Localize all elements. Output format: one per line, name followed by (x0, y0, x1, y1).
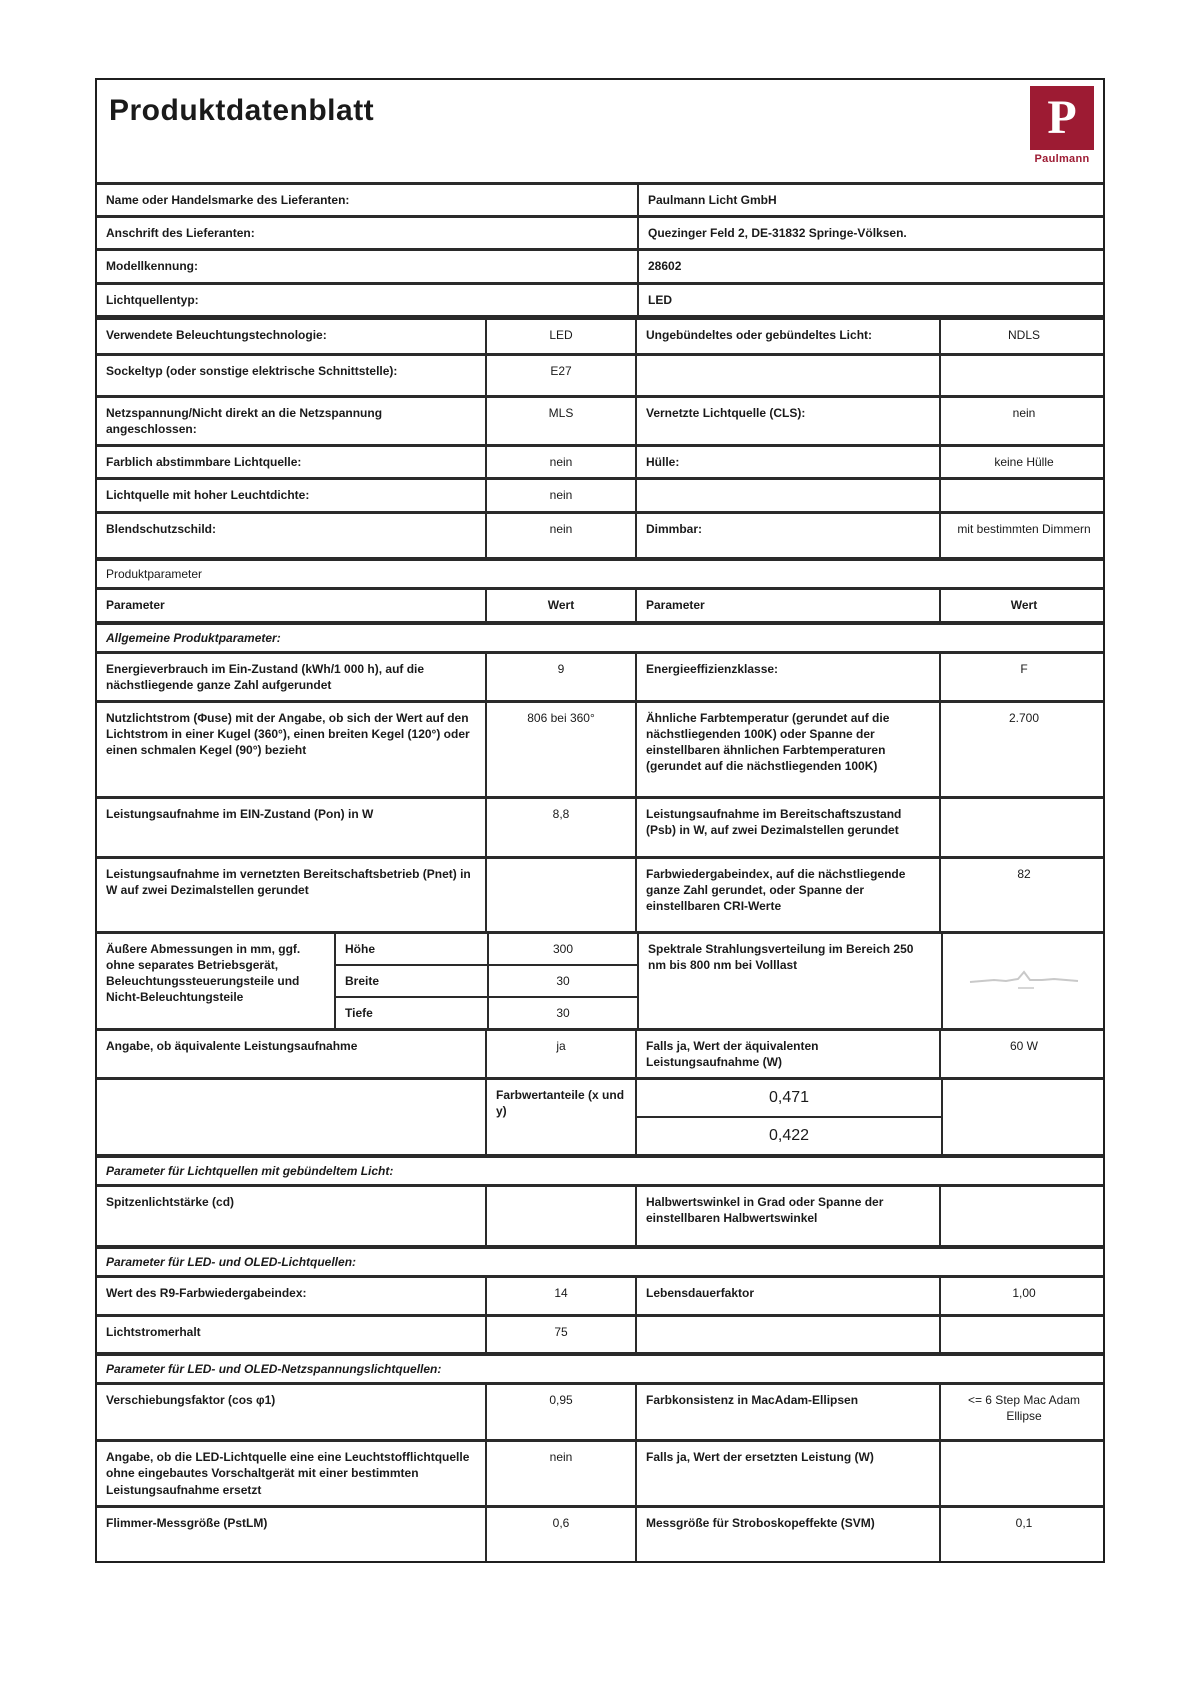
param-value: 9 (485, 654, 635, 700)
param-label: Spektrale Strahlungsverteilung im Bereich 250 nm bis 800 nm bei Volllast (637, 934, 941, 1028)
table-row (97, 1276, 1103, 1314)
param-label: Leistungsaufnahme im Bereitschaftszustand (Psb) in W, auf zwei Dezimalstellen gerundet (635, 799, 939, 856)
table-row (97, 353, 1103, 395)
datasheet-header (97, 80, 1103, 182)
section-header-produktparameter: Produktparameter (97, 557, 1103, 588)
param-label: Verschiebungsfaktor (cos φ1) (106, 1393, 276, 1408)
table-row (97, 215, 1103, 248)
column-header: Parameter (106, 597, 165, 612)
table-header-row (97, 588, 1103, 621)
param-value: 1,00 (939, 1278, 1107, 1314)
param-value: 75 (485, 1317, 635, 1352)
dimension-name: Höhe (345, 941, 375, 956)
param-label: Falls ja, Wert der ersetzten Leistung (W) (635, 1442, 939, 1505)
param-label: Lichtstromerhalt (106, 1325, 201, 1340)
param-value (939, 1187, 1107, 1245)
param-value: 0,6 (485, 1508, 635, 1561)
dimension-name: Tiefe (345, 1005, 373, 1020)
table-row (97, 315, 1103, 353)
param-value: ja (485, 1031, 635, 1077)
param-value: <= 6 Step Mac Adam Ellipse (939, 1385, 1107, 1439)
table-row (97, 511, 1103, 557)
table-row (97, 1383, 1103, 1439)
chromaticity-y-value: 0,422 (637, 1116, 941, 1154)
param-value: 806 bei 360° (485, 703, 635, 796)
table-row (97, 248, 1103, 281)
param-label: Lichtquellentyp: (106, 292, 199, 307)
chromaticity-values (635, 1080, 941, 1154)
param-value: nein (485, 514, 635, 557)
param-label: Blendschutzschild: (106, 521, 217, 536)
param-value: 14 (485, 1278, 635, 1314)
param-value: 2.700 (939, 703, 1107, 796)
param-label: Sockeltyp (oder sonstige elektrische Schnittstelle): (106, 363, 398, 378)
param-label: Lebensdauerfaktor (635, 1278, 939, 1314)
param-label: Lichtquelle mit hoher Leuchtdichte: (106, 488, 310, 503)
param-value (485, 1187, 635, 1245)
logo-letter: P (1047, 91, 1077, 144)
column-header: Parameter (635, 590, 939, 621)
param-label: Energieeffizienzklasse: (635, 654, 939, 700)
param-value: nein (939, 398, 1107, 444)
param-label: Angabe, ob die LED-Lichtquelle eine eine Leuchtstofflichtquelle ohne eingebautes Vorschaltgerät mit einer bestimmten Leistungsaufnahme ersetzt (106, 1450, 470, 1497)
param-label: Messgröße für Stroboskopeffekte (SVM) (635, 1508, 939, 1561)
param-label: Flimmer-Messgröße (PstLM) (106, 1515, 268, 1530)
param-label (635, 356, 939, 395)
spectral-distribution-image (968, 964, 1084, 994)
param-label: Ungebündeltes oder gebündeltes Licht: (635, 320, 939, 353)
param-value: 8,8 (485, 799, 635, 856)
param-label: Name oder Handelsmarke des Lieferanten: (106, 193, 350, 207)
param-value: 28602 (637, 251, 1107, 281)
param-value: Quezinger Feld 2, DE-31832 Springe-Völksen. (637, 218, 1107, 248)
empty-cell (941, 1080, 1109, 1154)
column-header: Wert (485, 590, 635, 621)
chromaticity-row (97, 1077, 1103, 1154)
param-value: mit bestimmten Dimmern (939, 514, 1107, 557)
table-row (97, 796, 1103, 856)
table-row (97, 1505, 1103, 1561)
param-value (939, 1317, 1107, 1352)
spectral-distribution-cell (941, 934, 1109, 1028)
dimension-value: 300 (487, 934, 637, 964)
param-label: Äußere Abmessungen in mm, ggf. ohne separates Betriebsgerät, Beleuchtungssteuerungsteile und Nicht-Beleuchtungsteile (106, 941, 301, 1005)
table-row (97, 182, 1103, 215)
param-label: Energieverbrauch im Ein-Zustand (kWh/1 000 h), auf die nächstliegende ganze Zahl aufgerundet (106, 661, 425, 692)
chromaticity-x-value: 0,471 (768, 1089, 810, 1107)
param-value: nein (485, 480, 635, 510)
table-row (97, 477, 1103, 510)
param-value (485, 859, 635, 931)
paulmann-logo-icon (1030, 86, 1094, 150)
param-label (635, 480, 939, 510)
dimension-subrow (336, 996, 637, 1028)
section-header-allgemeine: Allgemeine Produktparameter: (97, 621, 1103, 652)
param-label: Falls ja, Wert der äquivalenten Leistungsaufnahme (W) (635, 1031, 939, 1077)
table-row (97, 282, 1103, 315)
param-value: keine Hülle (939, 447, 1107, 477)
param-value: 0,95 (485, 1385, 635, 1439)
column-header: Wert (939, 590, 1107, 621)
param-label: Anschrift des Lieferanten: (106, 226, 255, 241)
table-row (97, 652, 1103, 700)
param-label: Netzspannung/Nicht direkt an die Netzspannung angeschlossen: (106, 405, 383, 436)
empty-cell (97, 1080, 485, 1154)
param-label: Farbwiedergabeindex, auf die nächstliegende ganze Zahl gerundet, oder Spanne der einstellbaren CRI-Werte (635, 859, 939, 931)
section-header-led-netz: Parameter für LED- und OLED-Netzspannungslichtquellen: (97, 1352, 1103, 1383)
param-value (939, 356, 1107, 395)
table-row (97, 1185, 1103, 1245)
param-label: Nutzlichtstrom (Φuse) mit der Angabe, ob sich der Wert auf den Lichtstrom in einer Kugel (360°), einen breiten Kegel (120°) oder einen schmalen Kegel (90°) bezieht (106, 710, 470, 758)
dimensions-subtable (334, 934, 637, 1028)
table-row (97, 700, 1103, 796)
param-label: Halbwertswinkel in Grad oder Spanne der einstellbaren Halbwertswinkel (635, 1187, 939, 1245)
dimension-value: 30 (487, 966, 637, 996)
param-value (939, 799, 1107, 856)
section-header-gebuendelt: Parameter für Lichtquellen mit gebündeltem Licht: (97, 1154, 1103, 1185)
param-label: Wert des R9-Farbwiedergabeindex: (106, 1286, 307, 1301)
param-value: 0,1 (939, 1508, 1107, 1561)
param-value: LED (485, 320, 635, 353)
param-value: 82 (939, 859, 1107, 931)
param-label: Farblich abstimmbare Lichtquelle: (106, 455, 302, 470)
param-label: Verwendete Beleuchtungstechnologie: (106, 327, 327, 342)
table-row (97, 856, 1103, 931)
param-value: E27 (485, 356, 635, 395)
param-label: Leistungsaufnahme im vernetzten Bereitschaftsbetrieb (Pnet) in W auf zwei Dezimalstellen gerundet (106, 866, 471, 898)
dimension-name: Breite (345, 973, 380, 988)
param-value: MLS (485, 398, 635, 444)
param-label: Farbwertanteile (x und y) (485, 1080, 635, 1154)
table-row (97, 1028, 1103, 1077)
param-label: Dimmbar: (635, 514, 939, 557)
param-label: Leistungsaufnahme im EIN-Zustand (Pon) in W (106, 806, 374, 821)
table-row (97, 1439, 1103, 1505)
param-value: Paulmann Licht GmbH (637, 185, 1107, 215)
param-value (939, 1442, 1107, 1505)
table-row (97, 395, 1103, 444)
page-title: Produktdatenblatt (109, 94, 375, 127)
section-header-led-oled: Parameter für LED- und OLED-Lichtquellen: (97, 1245, 1103, 1276)
dimension-value: 30 (487, 998, 637, 1028)
dimensions-row (97, 931, 1103, 1028)
paulmann-logo (1027, 86, 1097, 165)
param-label (635, 1317, 939, 1352)
param-value: LED (637, 285, 1107, 315)
param-value: nein (485, 447, 635, 477)
param-value (939, 480, 1107, 510)
logo-brand-text: Paulmann (1034, 153, 1090, 165)
dimension-subrow (336, 934, 637, 964)
param-label: Modellkennung: (106, 259, 198, 274)
param-label: Angabe, ob äquivalente Leistungsaufnahme (106, 1038, 358, 1053)
dimension-subrow (336, 964, 637, 996)
table-row (97, 1314, 1103, 1352)
param-label: Spitzenlichtstärke (cd) (106, 1195, 235, 1210)
param-label: Ähnliche Farbtemperatur (gerundet auf die nächstliegenden 100K) oder Spanne der einstellbaren ähnlichen Farbtemperaturen (gerundet auf die nächstliegenden 100K) (635, 703, 939, 796)
param-value: nein (485, 1442, 635, 1505)
table-row (97, 444, 1103, 477)
param-value: NDLS (939, 320, 1107, 353)
param-label: Vernetzte Lichtquelle (CLS): (635, 398, 939, 444)
param-label: Farbkonsistenz in MacAdam-Ellipsen (635, 1385, 939, 1439)
param-label: Hülle: (635, 447, 939, 477)
param-value: 60 W (939, 1031, 1107, 1077)
product-datasheet (95, 78, 1105, 1563)
param-value: F (939, 654, 1107, 700)
